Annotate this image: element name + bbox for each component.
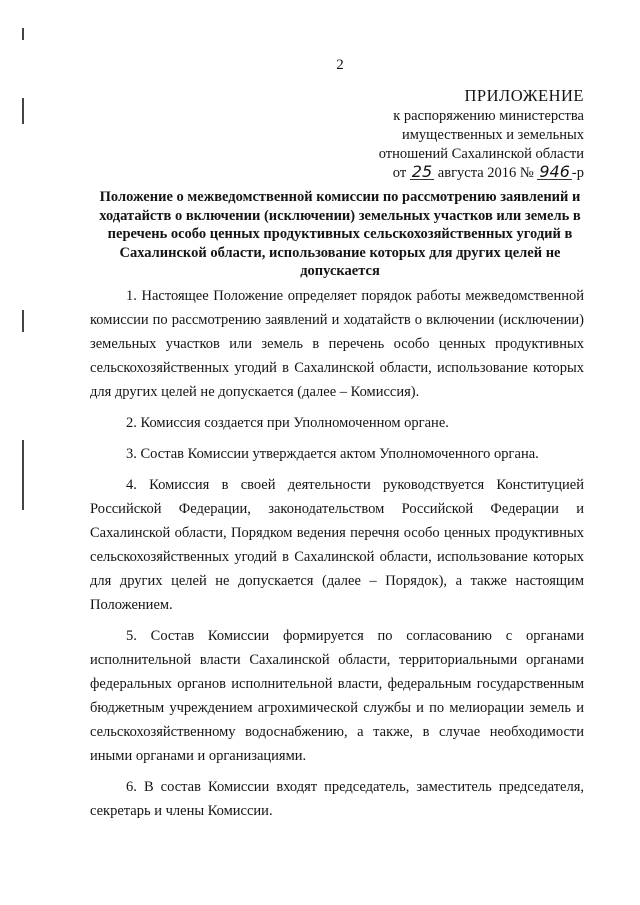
date-prefix: от	[392, 165, 407, 181]
appendix-line: имущественных и земельных	[401, 127, 584, 143]
paragraph: 6. В состав Комиссии входят председатель, заместитель председателя, секретарь и члены Комиссии.	[90, 779, 584, 819]
handwritten-day: 25	[411, 162, 433, 181]
document-title: Положение о межведомственной комиссии по рассмотрению заявлений и ходатайств о включении (исключении) земельных участков или земель в перечень особо ценных продуктивных сельскохозяйственных угодий в Сахалинской области, использование которых для других целей не допускается	[99, 189, 581, 279]
paragraph: 4. Комиссия в своей деятельности руководствуется Конституцией Российской Федерации, законодательством Российской Федерации и Сахалинской области, Порядком ведения перечня особо ценных продуктивных сельскохозяйственных угодий в Сахалинской области, использование которых для других целей не допускается (далее – Порядок), а также настоящим Положением.	[90, 477, 584, 613]
paragraph: 1. Настоящее Положение определяет порядок работы межведомственной комиссии по рассмотрению заявлений и ходатайств о включении (исключении) земельных участков или земель в перечень особо ценных продуктивных сельскохозяйственных угодий в Сахалинской области, использование которых для других целей не допускается (далее – Комиссия).	[90, 288, 584, 400]
scan-margin-mark	[22, 310, 24, 332]
handwritten-number: 946	[539, 162, 570, 181]
document-body	[90, 284, 584, 823]
paragraph: 2. Комиссия создается при Уполномоченном органе.	[126, 415, 449, 431]
number-suffix: -р	[571, 165, 584, 181]
scan-margin-mark	[22, 440, 24, 510]
appendix-block	[379, 86, 584, 183]
paragraph: 5. Состав Комиссии формируется по согласованию с органами исполнительной власти Сахалинской области, территориальными органами федеральных органов исполнительной власти, федеральным государственным бюджетным учреждением агрохимической службы и по мелиорации земель и сельскохозяйственному водоснабжению, а также, в случае необходимости иными органами и организациями.	[90, 628, 584, 764]
date-middle: августа 2016 №	[437, 165, 534, 181]
appendix-line: к распоряжению министерства	[393, 108, 584, 124]
scan-margin-mark	[22, 28, 24, 40]
paragraph: 3. Состав Комиссии утверждается актом Уполномоченного органа.	[126, 446, 539, 462]
page-number: 2	[336, 57, 344, 73]
appendix-date-line	[379, 164, 584, 183]
scan-margin-mark	[22, 98, 24, 124]
appendix-title: ПРИЛОЖЕНИЕ	[464, 86, 584, 105]
appendix-line: отношений Сахалинской области	[378, 146, 584, 162]
